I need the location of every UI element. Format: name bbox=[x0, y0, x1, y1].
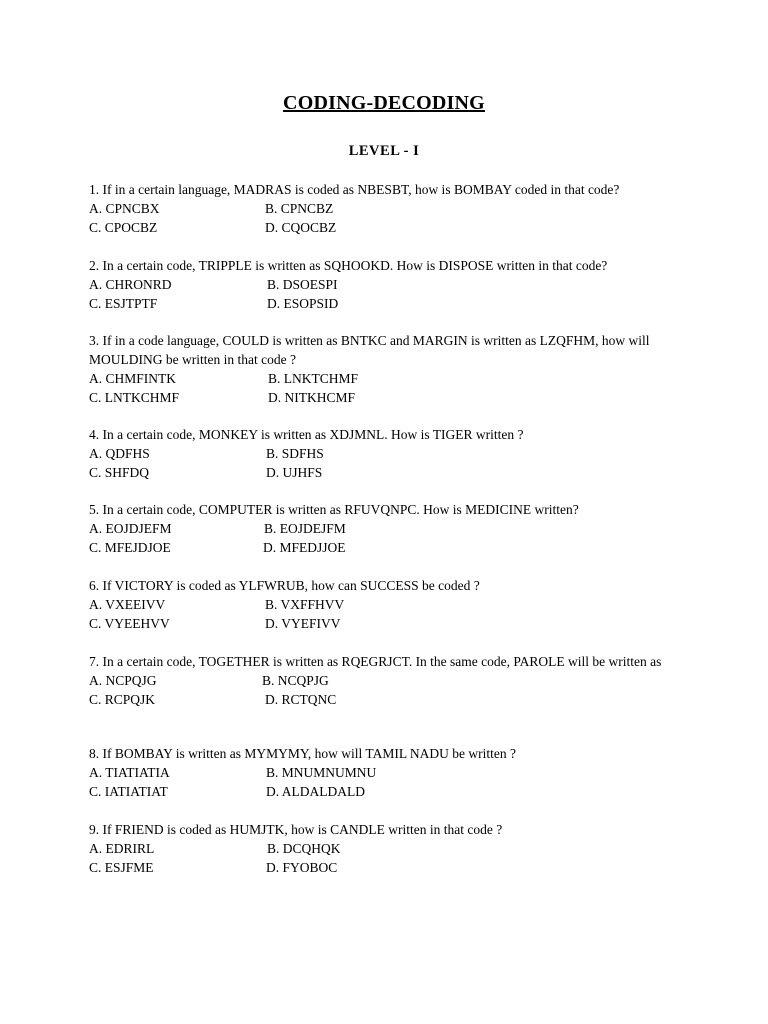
option-c: C. ESJTPTF bbox=[89, 296, 158, 311]
question-text: 5. In a certain code, COMPUTER is written as RFUVQNPC. How is MEDICINE written? bbox=[89, 502, 579, 517]
question-4 bbox=[89, 425, 679, 482]
question-text: 2. In a certain code, TRIPPLE is written as SQHOOKD. How is DISPOSE written in that code? bbox=[89, 258, 608, 273]
option-c: C. SHFDQ bbox=[89, 465, 150, 480]
question-2 bbox=[89, 256, 679, 313]
option-c: C. CPOCBZ bbox=[89, 220, 158, 235]
option-c: C. VYEEHVV bbox=[89, 616, 170, 631]
option-d: D. CQOCBZ bbox=[265, 220, 337, 235]
option-c: C. LNTKCHMF bbox=[89, 390, 180, 405]
option-b: B. DCQHQK bbox=[267, 841, 341, 856]
question-text: 7. In a certain code, TOGETHER is written as RQEGRJCT. In the same code, PAROLE will be written as bbox=[89, 654, 662, 669]
option-b: B. CPNCBZ bbox=[265, 201, 334, 216]
option-a: A. CHRONRD bbox=[89, 277, 172, 292]
option-a: A. QDFHS bbox=[89, 446, 150, 461]
question-text: 4. In a certain code, MONKEY is written as XDJMNL. How is TIGER written ? bbox=[89, 427, 524, 442]
option-d: D. FYOBOC bbox=[266, 860, 338, 875]
option-b: B. VXFFHVV bbox=[265, 597, 345, 612]
option-d: D. MFEDJJOE bbox=[263, 540, 346, 555]
question-5 bbox=[89, 500, 679, 557]
option-a: A. EOJDJEFM bbox=[89, 521, 172, 536]
level-heading: LEVEL - I bbox=[348, 143, 420, 159]
option-d: D. NITKHCMF bbox=[268, 390, 356, 405]
option-a: A. EDRIRL bbox=[89, 841, 155, 856]
option-c: C. IATIATIAT bbox=[89, 784, 168, 799]
option-a: A. CPNCBX bbox=[89, 201, 160, 216]
option-a: A. NCPQJG bbox=[89, 673, 157, 688]
option-d: D. ESOPSID bbox=[267, 296, 339, 311]
option-a: A. TIATIATIA bbox=[89, 765, 170, 780]
option-d: D. VYEFIVV bbox=[265, 616, 341, 631]
option-b: B. DSOESPI bbox=[267, 277, 338, 292]
question-6 bbox=[89, 576, 679, 633]
question-9 bbox=[89, 820, 679, 877]
question-text: 1. If in a certain language, MADRAS is coded as NBESBT, how is BOMBAY coded in that code? bbox=[89, 182, 620, 197]
option-d: D. ALDALDALD bbox=[266, 784, 365, 799]
option-b: B. LNKTCHMF bbox=[268, 371, 359, 386]
page-title: CODING-DECODING bbox=[283, 92, 485, 114]
option-b: B. EOJDEJFM bbox=[264, 521, 346, 536]
question-text: 8. If BOMBAY is written as MYMYMY, how will TAMIL NADU be written ? bbox=[89, 746, 517, 761]
question-text: 9. If FRIEND is coded as HUMJTK, how is CANDLE written in that code ? bbox=[89, 822, 503, 837]
question-7 bbox=[89, 652, 679, 709]
option-b: B. NCQPJG bbox=[262, 673, 329, 688]
option-c: C. ESJFME bbox=[89, 860, 154, 875]
question-text: 3. If in a code language, COULD is written as BNTKC and MARGIN is written as LZQFHM, how will MOULDING be written in that code ? bbox=[89, 333, 650, 367]
option-d: D. RCTQNC bbox=[265, 692, 337, 707]
question-1 bbox=[89, 180, 679, 237]
option-b: B. SDFHS bbox=[266, 446, 324, 461]
question-8 bbox=[89, 744, 679, 801]
option-a: A. VXEEIVV bbox=[89, 597, 166, 612]
option-d: D. UJHFS bbox=[266, 465, 323, 480]
option-b: B. MNUMNUMNU bbox=[266, 765, 377, 780]
option-c: C. MFEJDJOE bbox=[89, 540, 171, 555]
option-a: A. CHMFINTK bbox=[89, 371, 177, 386]
question-3 bbox=[89, 331, 679, 407]
question-text: 6. If VICTORY is coded as YLFWRUB, how can SUCCESS be coded ? bbox=[89, 578, 480, 593]
option-c: C. RCPQJK bbox=[89, 692, 156, 707]
